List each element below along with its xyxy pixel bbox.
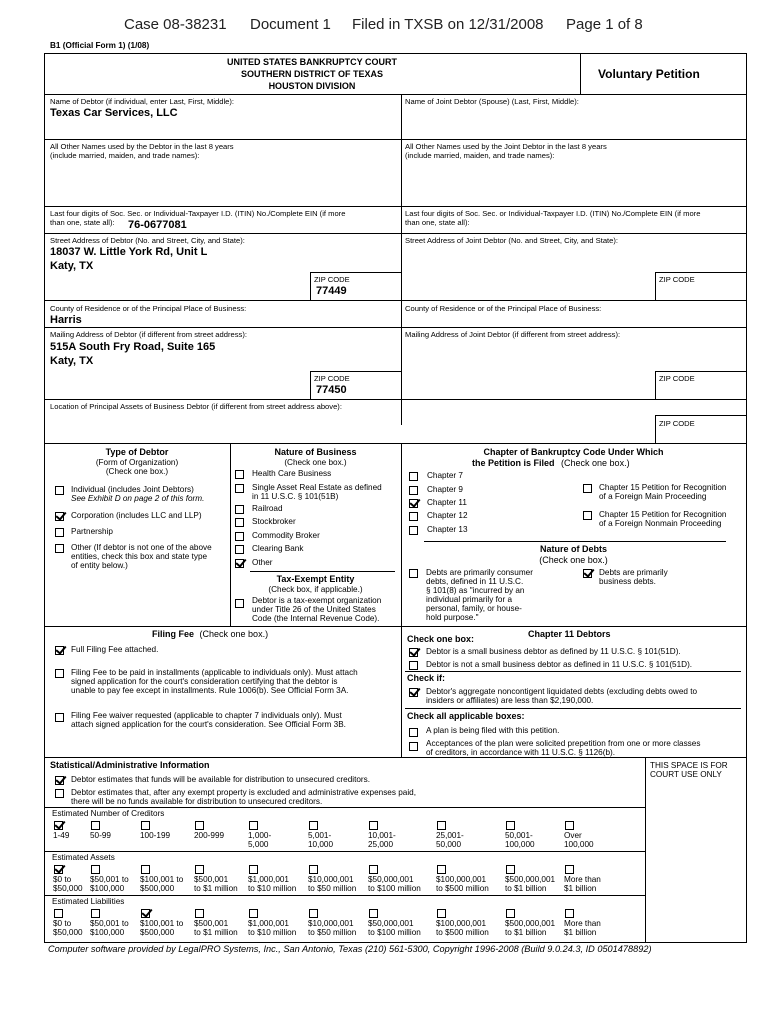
location-zip-label: ZIP CODE bbox=[659, 419, 695, 428]
creditors-checkbox[interactable] bbox=[54, 821, 63, 830]
fee-waiver-label-2: attach signed application for the court's consideration. See Official Form 3B. bbox=[71, 720, 346, 729]
liabilities-range-label: $1,000,001 bbox=[248, 919, 289, 928]
liabilities-checkbox[interactable] bbox=[141, 909, 150, 918]
assets-range-label: to $1 billion bbox=[505, 884, 547, 893]
consumer-debts-label-5: personal, family, or house- bbox=[426, 604, 522, 613]
liabilities-range-label: $100,000 bbox=[90, 928, 125, 937]
creditors-range-label: Over bbox=[564, 831, 582, 840]
creditors-range-label: 50-99 bbox=[90, 831, 111, 840]
joint-county-label: County of Residence or of the Principal Place of Business: bbox=[405, 304, 602, 313]
court-division: HOUSTON DIVISION bbox=[268, 81, 356, 91]
creditors-range-label: 25,000 bbox=[368, 840, 394, 849]
type-of-debtor-check: (Check one box.) bbox=[105, 467, 169, 476]
document-number: Document 1 bbox=[250, 16, 331, 33]
debtor-street-label: Street Address of Debtor (No. and Street, City, and State): bbox=[50, 236, 245, 245]
small-business-checkbox[interactable] bbox=[409, 648, 418, 657]
creditors-checkbox[interactable] bbox=[369, 821, 378, 830]
full-fee-checkbox[interactable] bbox=[55, 646, 64, 655]
debtor-zip-label: ZIP CODE bbox=[314, 275, 350, 284]
chapter11-check-one: Check one box: bbox=[407, 634, 475, 644]
clearing-bank-label: Clearing Bank bbox=[252, 544, 304, 553]
no-funds-label-2: there will be no funds available for distribution to unsecured creditors. bbox=[71, 797, 323, 806]
chapter-title: Chapter of Bankruptcy Code Under Which bbox=[483, 447, 664, 457]
creditors-range-label: 200-999 bbox=[194, 831, 225, 840]
assets-range-label: $50,000 bbox=[53, 884, 83, 893]
assets-range-label: $1 billion bbox=[564, 884, 597, 893]
creditors-range-label: 100-199 bbox=[140, 831, 171, 840]
liabilities-range-label: $100,000,001 bbox=[436, 919, 487, 928]
creditors-checkbox[interactable] bbox=[506, 821, 515, 830]
assets-range-label: $500,001 bbox=[194, 875, 229, 884]
chapter11-check-all: Check all applicable boxes: bbox=[407, 711, 525, 721]
full-fee-label: Full Filing Fee attached. bbox=[71, 645, 159, 654]
creditors-checkbox[interactable] bbox=[249, 821, 258, 830]
consumer-debts-label-4: individual primarily for a bbox=[426, 595, 513, 604]
debtor-other-names-label: All Other Names used by the Debtor in the last 8 years bbox=[50, 142, 234, 151]
fee-waiver-checkbox[interactable] bbox=[55, 713, 64, 722]
assets-range-label: $500,000,001 bbox=[505, 875, 556, 884]
court-name: UNITED STATES BANKRUPTCY COURT bbox=[226, 57, 397, 67]
assets-range-label: $100,001 to bbox=[140, 875, 184, 884]
chapter-11-checkbox[interactable] bbox=[409, 499, 418, 508]
liabilities-range-label: $10,000,001 bbox=[308, 919, 354, 928]
frame-top bbox=[44, 53, 747, 54]
chapter-13-checkbox[interactable] bbox=[409, 526, 418, 535]
debtor-county-label: County of Residence or of the Principal Place of Business: bbox=[50, 304, 247, 313]
joint-ssn-label-2: than one, state all): bbox=[405, 218, 470, 227]
nature-of-business-title: Nature of Business bbox=[274, 447, 357, 457]
other-entity-label-2: entities, check this box and state type bbox=[71, 552, 208, 561]
type-of-debtor-title: Type of Debtor bbox=[105, 447, 169, 457]
nature-of-business-sub: (Check one box.) bbox=[284, 458, 347, 467]
debtor-mailing-label: Mailing Address of Debtor (if different from street address): bbox=[50, 330, 247, 339]
assets-checkbox[interactable] bbox=[309, 865, 318, 874]
no-funds-label: Debtor estimates that, after any exempt property is excluded and administrative expenses paid, bbox=[71, 788, 416, 797]
individual-label: Individual (includes Joint Debtors) bbox=[71, 485, 194, 494]
court-use-label: THIS SPACE IS FOR bbox=[650, 761, 728, 770]
liabilities-range-label: $50,000 bbox=[53, 928, 83, 937]
liabilities-checkbox[interactable] bbox=[249, 909, 258, 918]
debtor-ein: 76-0677081 bbox=[128, 219, 187, 231]
funds-available-checkbox[interactable] bbox=[55, 776, 64, 785]
liabilities-range-label: $500,000,001 bbox=[505, 919, 556, 928]
consumer-debts-label-2: debts, defined in 11 U.S.C. bbox=[426, 577, 524, 586]
assets-checkbox[interactable] bbox=[437, 865, 446, 874]
consumer-debts-label: Debts are primarily consumer bbox=[426, 568, 533, 577]
liabilities-range-label: $500,001 bbox=[194, 919, 229, 928]
tax-exempt-sub: (Check box, if applicable.) bbox=[268, 585, 363, 594]
joint-street-label: Street Address of Joint Debtor (No. and Street, City, and State): bbox=[405, 236, 619, 245]
creditors-range-label: 1-49 bbox=[53, 831, 70, 840]
chapter-11-label: Chapter 11 bbox=[427, 498, 467, 507]
frame-right bbox=[746, 53, 747, 943]
type-of-debtor-sub: (Form of Organization) bbox=[95, 458, 179, 467]
commodity-broker-label: Commodity Broker bbox=[252, 531, 320, 540]
debtor-name: Texas Car Services, LLC bbox=[50, 107, 178, 119]
not-small-business-label: Debtor is not a small business debtor as defined in 11 U.S.C. § 101(51D). bbox=[426, 660, 693, 669]
creditors-range-label: 1,000- bbox=[248, 831, 272, 840]
petition-type: Voluntary Petition bbox=[598, 67, 700, 81]
installment-fee-checkbox[interactable] bbox=[55, 669, 64, 678]
nature-of-debts-sub: (Check one box.) bbox=[539, 555, 608, 565]
plan-acceptances-label-2: of creditors, in accordance with 11 U.S.C. § 1126(b). bbox=[426, 748, 616, 757]
assets-range-label: $50,000,001 bbox=[368, 875, 414, 884]
creditors-checkbox[interactable] bbox=[565, 821, 574, 830]
assets-checkbox[interactable] bbox=[565, 865, 574, 874]
individual-note: See Exhibit D on page 2 of this form. bbox=[71, 494, 205, 503]
creditors-checkbox[interactable] bbox=[91, 821, 100, 830]
business-debts-checkbox[interactable] bbox=[583, 569, 592, 578]
liabilities-range-label: $100,001 to bbox=[140, 919, 184, 928]
chapter-12-checkbox[interactable] bbox=[409, 512, 418, 521]
joint-mailing-label: Mailing Address of Joint Debtor (if different from street address): bbox=[405, 330, 621, 339]
filing-fee-title-text: Filing Fee bbox=[152, 629, 195, 639]
frame-left bbox=[44, 53, 45, 943]
assets-checkbox[interactable] bbox=[195, 865, 204, 874]
creditors-range-label: 5,001- bbox=[308, 831, 332, 840]
assets-range-label: $500,000 bbox=[140, 884, 175, 893]
liabilities-range-label: $1 billion bbox=[564, 928, 597, 937]
liabilities-checkbox[interactable] bbox=[91, 909, 100, 918]
plan-acceptances-label: Acceptances of the plan were solicited prepetition from one or more classes bbox=[426, 739, 701, 748]
other-entity-label-3: of entity below.) bbox=[71, 561, 128, 570]
liabilities-checkbox[interactable] bbox=[309, 909, 318, 918]
tax-exempt-label: Debtor is a tax-exempt organization bbox=[252, 596, 382, 605]
health-care-label: Health Care Business bbox=[252, 469, 332, 478]
single-asset-label-2: in 11 U.S.C. § 101(51B) bbox=[252, 492, 339, 501]
assets-range-label: $10,000,001 bbox=[308, 875, 354, 884]
liabilities-range-label: to $500 million bbox=[436, 928, 489, 937]
debtor-ssn-label-2: than one, state all): bbox=[50, 218, 115, 227]
liabilities-range-label: to $1 million bbox=[194, 928, 238, 937]
other-business-label: Other bbox=[252, 558, 273, 567]
liabilities-checkbox[interactable] bbox=[565, 909, 574, 918]
debtor-county: Harris bbox=[50, 314, 82, 326]
debtor-street-2: Katy, TX bbox=[50, 260, 94, 272]
chapter-15-main-checkbox[interactable] bbox=[583, 484, 592, 493]
mailing-zip-label: ZIP CODE bbox=[314, 374, 350, 383]
filing-fee-title bbox=[152, 629, 268, 640]
plan-filed-checkbox[interactable] bbox=[409, 728, 418, 737]
assets-range-label: to $10 million bbox=[248, 884, 297, 893]
court-use-label-2: COURT USE ONLY bbox=[650, 770, 722, 779]
partnership-checkbox[interactable] bbox=[55, 528, 64, 537]
assets-range-label: to $1 million bbox=[194, 884, 238, 893]
railroad-checkbox[interactable] bbox=[235, 505, 244, 514]
plan-filed-label: A plan is being filed with this petition. bbox=[426, 726, 560, 735]
assets-checkbox[interactable] bbox=[91, 865, 100, 874]
chapter-15-main-label-2: of a Foreign Main Proceeding bbox=[599, 492, 707, 501]
liabilities-range-label: to $100 million bbox=[368, 928, 421, 937]
chapter-9-label: Chapter 9 bbox=[427, 485, 463, 494]
chapter-13-label: Chapter 13 bbox=[427, 525, 468, 534]
assets-range-label: to $50 million bbox=[308, 884, 357, 893]
assets-range-label: to $500 million bbox=[436, 884, 489, 893]
partnership-label: Partnership bbox=[71, 527, 113, 536]
chapter-15-nonmain-label: Chapter 15 Petition for Recognition bbox=[599, 510, 727, 519]
clearing-bank-checkbox[interactable] bbox=[235, 545, 244, 554]
chapter-title-2-text: the Petition is Filed bbox=[472, 458, 555, 468]
liabilities-range-label: $50,000,001 bbox=[368, 919, 414, 928]
creditors-range-label: 10,001- bbox=[368, 831, 396, 840]
chapter-15-main-label: Chapter 15 Petition for Recognition bbox=[599, 483, 727, 492]
liabilities-range-label: $500,000 bbox=[140, 928, 175, 937]
location-label: Location of Principal Assets of Business Debtor (if different from street address above): bbox=[50, 402, 342, 411]
creditors-checkbox[interactable] bbox=[141, 821, 150, 830]
chapter-15-nonmain-checkbox[interactable] bbox=[583, 511, 592, 520]
liabilities-checkbox[interactable] bbox=[437, 909, 446, 918]
chapter-12-label: Chapter 12 bbox=[427, 511, 468, 520]
corporation-checkbox[interactable] bbox=[55, 512, 64, 521]
frame-bottom bbox=[44, 942, 747, 943]
assets-range-label: $100,000 bbox=[90, 884, 125, 893]
no-funds-checkbox[interactable] bbox=[55, 789, 64, 798]
software-footer: Computer software provided by LegalPRO Systems, Inc., San Antonio, Texas (210) 561-5300, Copyright 1996-2008 (Build 9.0.24.3, ID 0501478892) bbox=[48, 944, 652, 954]
individual-checkbox[interactable] bbox=[55, 486, 64, 495]
other-entity-checkbox[interactable] bbox=[55, 544, 64, 553]
page-number: Page 1 of 8 bbox=[566, 16, 643, 33]
railroad-label: Railroad bbox=[252, 504, 283, 513]
funds-available-label: Debtor estimates that funds will be available for distribution to unsecured creditors. bbox=[71, 775, 370, 784]
joint-ssn-label: Last four digits of Soc. Sec. or Individual-Taxpayer I.D. (ITIN) No./Complete EIN (if more bbox=[405, 209, 701, 218]
health-care-checkbox[interactable] bbox=[235, 470, 244, 479]
assets-checkbox[interactable] bbox=[249, 865, 258, 874]
statistical-title: Statistical/Administrative Information bbox=[50, 760, 210, 770]
court-district: SOUTHERN DISTRICT OF TEXAS bbox=[240, 69, 383, 79]
assets-range-label: $50,001 to bbox=[90, 875, 129, 884]
single-asset-label: Single Asset Real Estate as defined bbox=[252, 483, 382, 492]
liabilities-checkbox[interactable] bbox=[195, 909, 204, 918]
nature-of-debts-title: Nature of Debts bbox=[539, 544, 607, 554]
filed-info: Filed in TXSB on 12/31/2008 bbox=[352, 16, 544, 33]
liabilities-checkbox[interactable] bbox=[369, 909, 378, 918]
assets-checkbox[interactable] bbox=[506, 865, 515, 874]
debtor-zip: 77449 bbox=[316, 285, 347, 297]
filing-fee-check-one: (Check one box.) bbox=[199, 629, 269, 639]
assets-checkbox[interactable] bbox=[54, 865, 63, 874]
case-number: Case 08-38231 bbox=[124, 16, 227, 33]
liabilities-checkbox[interactable] bbox=[54, 909, 63, 918]
liabilities-range-label: More than bbox=[564, 919, 601, 928]
installment-fee-label-3: unable to pay fee except in installments. Rule 1006(b). See Official Form 3A. bbox=[71, 686, 349, 695]
consumer-debts-label-6: hold purpose." bbox=[426, 613, 479, 622]
corporation-label: Corporation (includes LLC and LLP) bbox=[71, 511, 202, 520]
debtor-ssn-label: Last four digits of Soc. Sec. or Individual-Taxpayer I.D. (ITIN) No./Complete EIN (if more bbox=[50, 209, 346, 218]
creditors-range-label: 10,000 bbox=[308, 840, 334, 849]
joint-other-names-label-2: (include married, maiden, and trade names): bbox=[405, 151, 555, 160]
creditors-checkbox[interactable] bbox=[437, 821, 446, 830]
debtor-street-1: 18037 W. Little York Rd, Unit L bbox=[50, 246, 208, 258]
debtor-other-names-label-2: (include married, maiden, and trade names): bbox=[50, 151, 200, 160]
liabilities-label: Estimated Liabilities bbox=[52, 897, 125, 906]
business-debts-label: Debts are primarily bbox=[599, 568, 668, 577]
liabilities-range-label: $0 to bbox=[53, 919, 72, 928]
creditors-label: Estimated Number of Creditors bbox=[52, 809, 165, 818]
chapter-check-one: (Check one box.) bbox=[561, 458, 630, 468]
assets-checkbox[interactable] bbox=[141, 865, 150, 874]
tax-exempt-title: Tax-Exempt Entity bbox=[276, 574, 355, 584]
other-entity-label: Other (If debtor is not one of the above bbox=[71, 543, 212, 552]
chapter-title-2 bbox=[472, 458, 630, 469]
single-asset-checkbox[interactable] bbox=[235, 484, 244, 493]
consumer-debts-checkbox[interactable] bbox=[409, 569, 418, 578]
business-debts-label-2: business debts. bbox=[599, 577, 656, 586]
creditors-range-label: 100,000 bbox=[564, 840, 594, 849]
consumer-debts-label-3: § 101(8) as "incurred by an bbox=[426, 586, 525, 595]
chapter11-check-if: Check if: bbox=[407, 673, 446, 683]
tax-exempt-label-3: Code (the Internal Revenue Code). bbox=[252, 614, 380, 623]
debtor-mailing-zip: 77450 bbox=[316, 384, 347, 396]
creditors-range-label: 50,001- bbox=[505, 831, 533, 840]
liabilities-range-label: $50,001 to bbox=[90, 919, 129, 928]
assets-label: Estimated Assets bbox=[52, 853, 115, 862]
other-business-checkbox[interactable] bbox=[235, 559, 244, 568]
liabilities-range-label: to $50 million bbox=[308, 928, 357, 937]
stockbroker-label: Stockbroker bbox=[252, 517, 296, 526]
debtor-mailing-2: Katy, TX bbox=[50, 355, 94, 367]
assets-range-label: $0 to bbox=[53, 875, 72, 884]
assets-range-label: $100,000,001 bbox=[436, 875, 487, 884]
chapter-7-label: Chapter 7 bbox=[427, 471, 463, 480]
chapter-9-checkbox[interactable] bbox=[409, 486, 418, 495]
not-small-business-checkbox[interactable] bbox=[409, 661, 418, 670]
assets-range-label: More than bbox=[564, 875, 601, 884]
debtor-mailing-1: 515A South Fry Road, Suite 165 bbox=[50, 341, 216, 353]
creditors-range-label: 5,000 bbox=[248, 840, 269, 849]
assets-checkbox[interactable] bbox=[369, 865, 378, 874]
plan-acceptances-checkbox[interactable] bbox=[409, 742, 418, 751]
joint-name-label: Name of Joint Debtor (Spouse) (Last, First, Middle): bbox=[405, 97, 579, 106]
creditors-range-label: 25,001- bbox=[436, 831, 464, 840]
installment-fee-label: Filing Fee to be paid in installments (applicable to individuals only). Must attach bbox=[71, 668, 358, 677]
form-id: B1 (Official Form 1) (1/08) bbox=[50, 41, 150, 50]
installment-fee-label-2: signed application for the court's consideration certifying that the debtor is bbox=[71, 677, 338, 686]
chapter-15-nonmain-label-2: of a Foreign Nonmain Proceeding bbox=[599, 519, 722, 528]
small-business-label: Debtor is a small business debtor as defined by 11 U.S.C. § 101(51D). bbox=[426, 647, 681, 656]
creditors-range-label: 100,000 bbox=[505, 840, 535, 849]
stockbroker-checkbox[interactable] bbox=[235, 518, 244, 527]
joint-zip-label: ZIP CODE bbox=[659, 275, 695, 284]
aggregate-debts-checkbox[interactable] bbox=[409, 688, 418, 697]
tax-exempt-checkbox[interactable] bbox=[235, 599, 244, 608]
joint-mailing-zip-label: ZIP CODE bbox=[659, 374, 695, 383]
joint-other-names-label: All Other Names used by the Joint Debtor in the last 8 years bbox=[405, 142, 607, 151]
chapter-7-checkbox[interactable] bbox=[409, 472, 418, 481]
aggregate-debts-label-2: insiders or affiliates) are less than $2,190,000. bbox=[426, 696, 594, 705]
debtor-name-label: Name of Debtor (if individual, enter Last, First, Middle): bbox=[50, 97, 235, 106]
creditors-checkbox[interactable] bbox=[309, 821, 318, 830]
assets-range-label: to $100 million bbox=[368, 884, 421, 893]
commodity-broker-checkbox[interactable] bbox=[235, 532, 244, 541]
liabilities-range-label: to $10 million bbox=[248, 928, 297, 937]
tax-exempt-label-2: under Title 26 of the United States bbox=[252, 605, 376, 614]
creditors-range-label: 50,000 bbox=[436, 840, 462, 849]
creditors-checkbox[interactable] bbox=[195, 821, 204, 830]
chapter11-title: Chapter 11 Debtors bbox=[528, 629, 611, 639]
liabilities-checkbox[interactable] bbox=[506, 909, 515, 918]
assets-range-label: $1,000,001 bbox=[248, 875, 289, 884]
aggregate-debts-label: Debtor's aggregate noncontigent liquidated debts (excluding debts owed to bbox=[426, 687, 698, 696]
liabilities-range-label: to $1 billion bbox=[505, 928, 547, 937]
fee-waiver-label: Filing Fee waiver requested (applicable to chapter 7 individuals only). Must bbox=[71, 711, 342, 720]
